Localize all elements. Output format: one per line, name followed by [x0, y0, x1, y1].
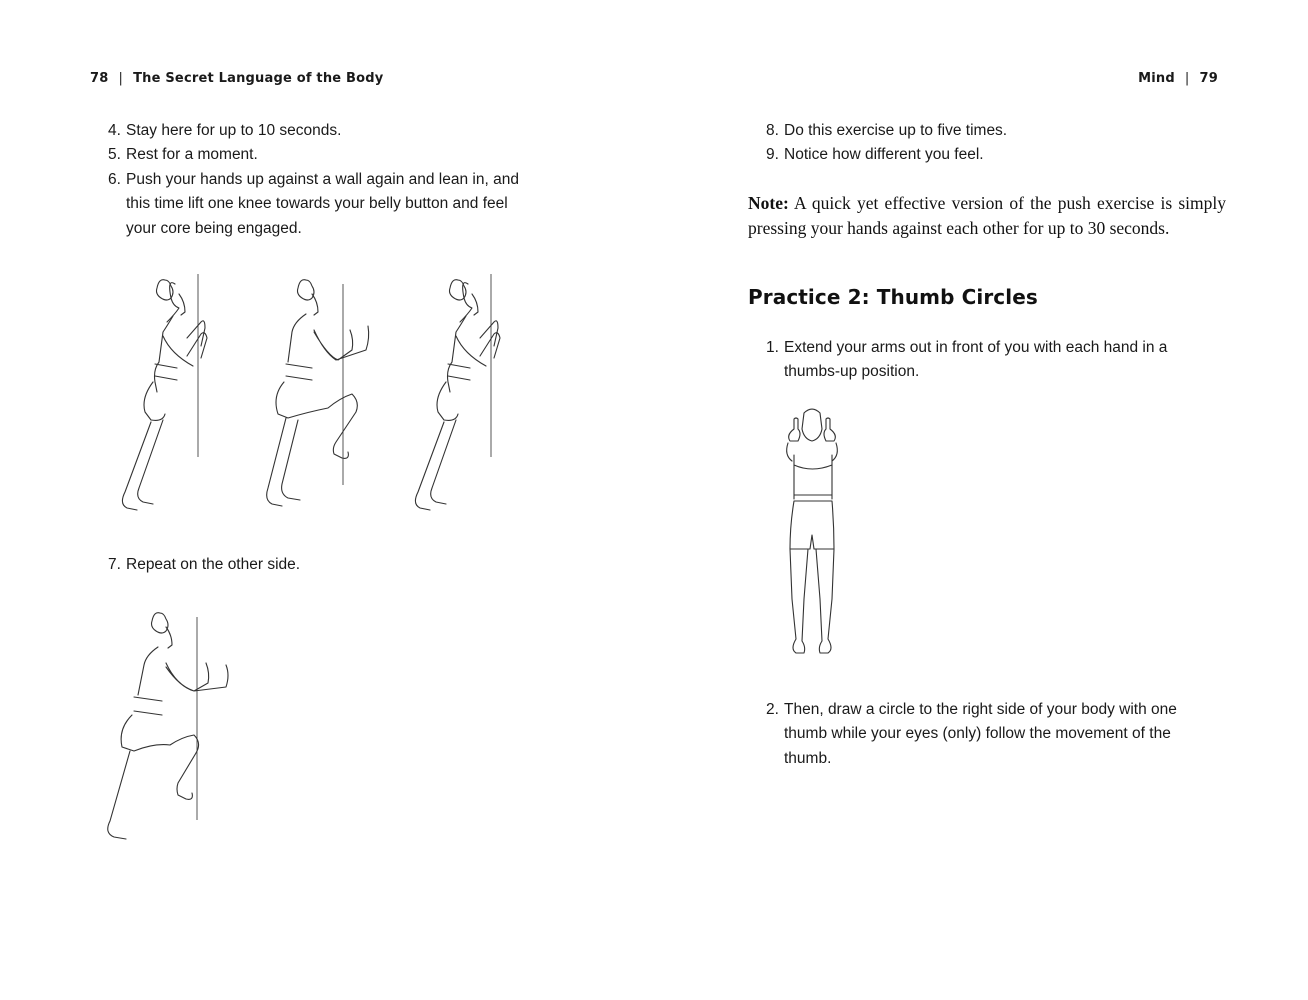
- header-separator: |: [118, 71, 124, 86]
- wall-push-lean-illustration: [398, 272, 523, 514]
- step-number: 4.: [108, 122, 121, 139]
- note-label: Note:: [748, 193, 789, 213]
- book-title: The Secret Language of the Body: [133, 71, 384, 86]
- note-paragraph: [748, 191, 1226, 240]
- right-page: [654, 0, 1308, 1000]
- step-text: Extend your arms out in front of you with each hand in a thumbs-up position.: [784, 339, 1168, 381]
- wall-push-knee-lift-other-side-illustration: [100, 605, 235, 845]
- right-running-head: [1138, 71, 1218, 86]
- step-number: 5.: [108, 146, 121, 163]
- step-8: [766, 119, 1196, 143]
- step-4: [108, 119, 538, 143]
- thumbs-up-standing-illustration: [778, 405, 848, 665]
- step-6: [108, 168, 540, 241]
- step-number: 9.: [766, 146, 779, 163]
- note-text: A quick yet effective version of the push exercise is simply pressing your hands against each other for up to 30 seconds.: [748, 193, 1226, 238]
- step-9: [766, 143, 1196, 167]
- step-text: Stay here for up to 10 seconds.: [126, 122, 342, 139]
- step-number: 2.: [766, 701, 779, 718]
- step-number: 8.: [766, 122, 779, 139]
- wall-push-lean-illustration: [105, 272, 230, 514]
- step-number: 7.: [108, 556, 121, 573]
- section-heading: Practice 2: Thumb Circles: [748, 285, 1038, 309]
- page-number: 78: [90, 71, 109, 86]
- practice-step-1: [766, 336, 1186, 385]
- page-number: 79: [1199, 71, 1218, 86]
- practice-step-2: [766, 698, 1186, 771]
- step-5: [108, 143, 538, 167]
- step-text: Notice how different you feel.: [784, 146, 984, 163]
- step-number: 1.: [766, 339, 779, 356]
- step-text: Push your hands up against a wall again and lean in, and this time lift one knee towards your belly button and feel your core being engaged.: [126, 171, 519, 237]
- step-text: Repeat on the other side.: [126, 556, 301, 573]
- step-text: Rest for a moment.: [126, 146, 258, 163]
- step-text: Do this exercise up to five times.: [784, 122, 1008, 139]
- step-text: Then, draw a circle to the right side of your body with one thumb while your eyes (only) follow the movement of the thumb.: [784, 701, 1177, 767]
- step-number: 6.: [108, 171, 121, 188]
- step-7: [108, 553, 538, 577]
- chapter-title: Mind: [1138, 71, 1175, 86]
- header-separator: |: [1184, 71, 1190, 86]
- wall-push-knee-lift-illustration: [250, 272, 375, 514]
- left-running-head: [90, 71, 383, 86]
